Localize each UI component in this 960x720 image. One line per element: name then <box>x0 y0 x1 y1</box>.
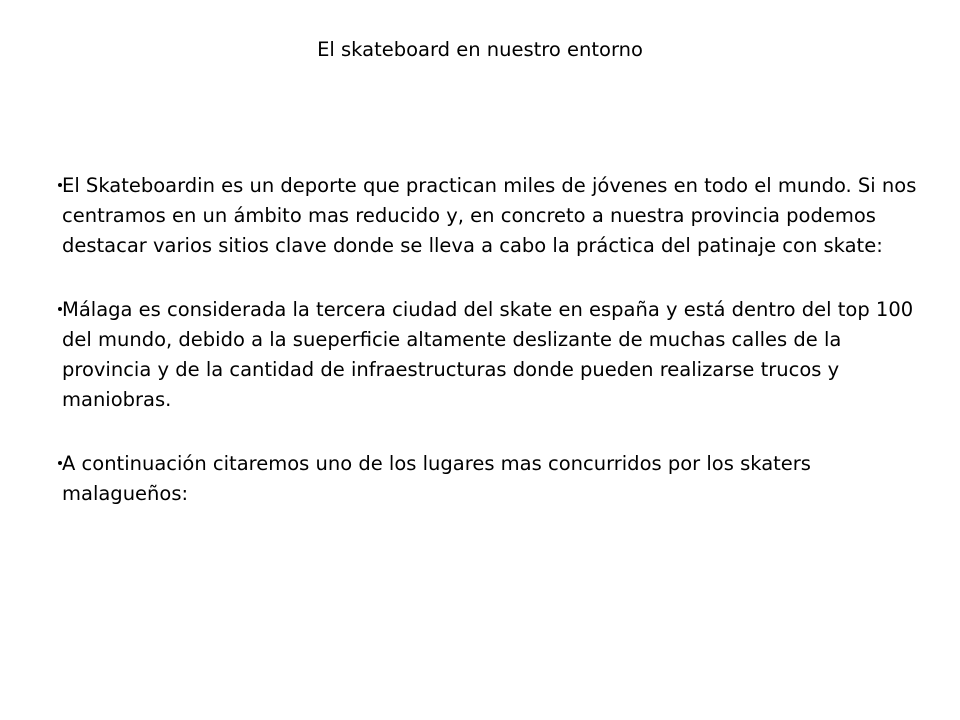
slide-title: El skateboard en nuestro entorno <box>317 38 643 61</box>
bullet-dot-icon <box>58 307 62 311</box>
bullet-list <box>58 171 918 543</box>
bullet-item <box>58 295 918 415</box>
bullet-text: El Skateboardin es un deporte que practican miles de jóvenes en todo el mundo. Si nos centramos en un ámbito mas reducido y, en concreto a nuestra provincia podemos destacar varios sitios clave donde se lleva a cabo la práctica del patinaje con skate: <box>62 174 917 257</box>
bullet-dot-icon <box>58 183 62 187</box>
bullet-item <box>58 449 918 509</box>
bullet-dot-icon <box>58 461 62 465</box>
bullet-text: Málaga es considerada la tercera ciudad del skate en españa y está dentro del top 100 del mundo, debido a la sueperficie altamente deslizante de muchas calles de la provincia y de la cantidad de infraestructuras donde pueden realizarse trucos y maniobras. <box>62 298 914 411</box>
bullet-text: A continuación citaremos uno de los lugares mas concurridos por los skaters malagueños: <box>62 452 811 505</box>
bullet-item <box>58 171 918 261</box>
